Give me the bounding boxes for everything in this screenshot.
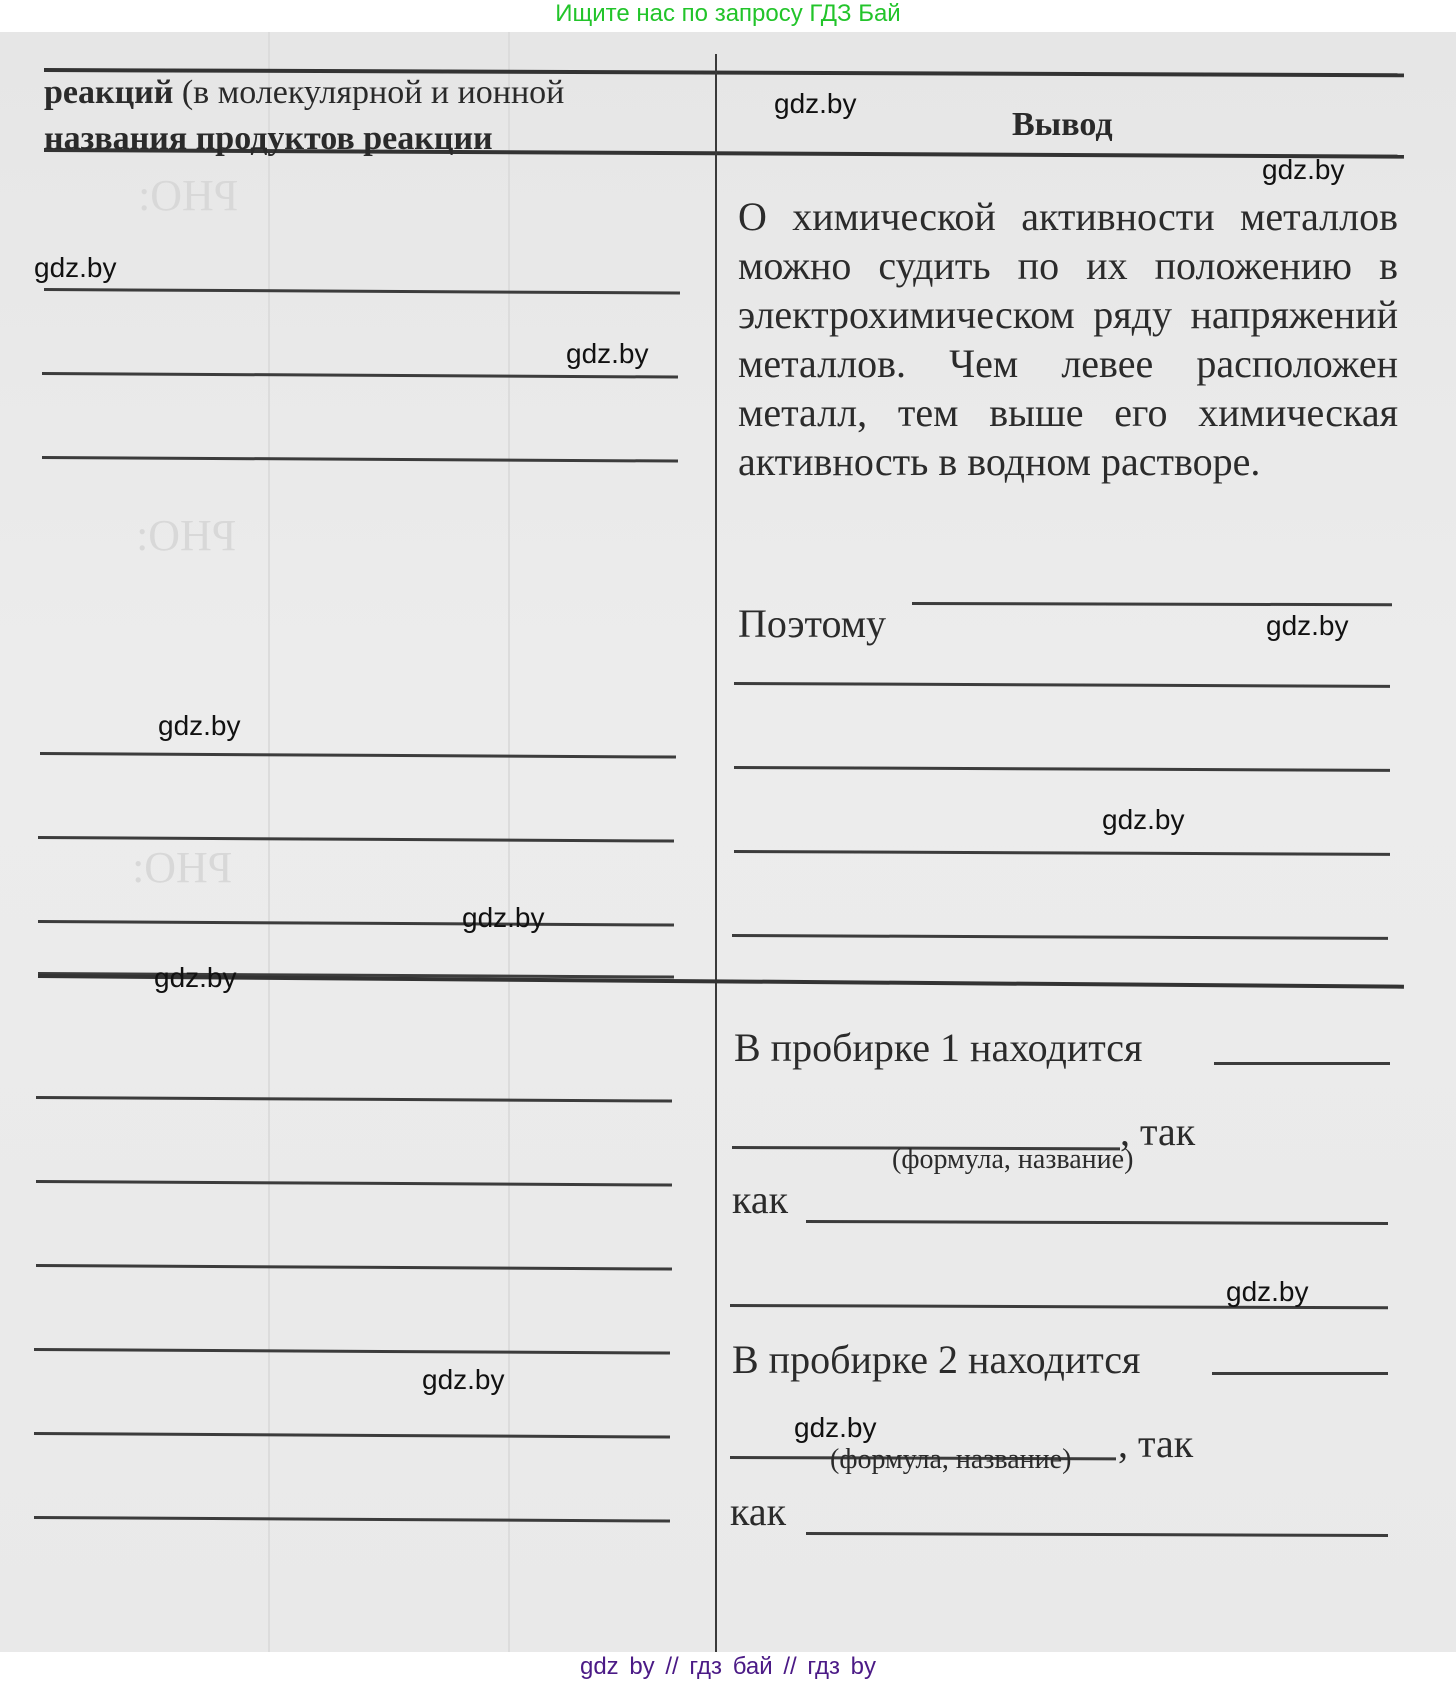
watermark: gdz.by [462, 902, 545, 933]
therefore-answer-line[interactable] [912, 602, 1392, 606]
ghost-text: PHO: [136, 511, 237, 560]
answer-line[interactable] [36, 1180, 672, 1187]
tube1-caption: (формула, название) [892, 1144, 1134, 1175]
watermark: gdz.by [774, 88, 857, 119]
watermark: gdz.by [154, 962, 237, 993]
watermark: gdz.by [566, 338, 649, 369]
answer-line[interactable] [734, 682, 1390, 688]
header-bold-word: реакций [44, 74, 174, 111]
tube2-because: как [730, 1489, 787, 1534]
workbook-page [0, 32, 1456, 1652]
answer-line[interactable] [42, 456, 678, 463]
answer-line[interactable] [734, 850, 1390, 856]
answer-line[interactable] [40, 752, 676, 759]
answer-line[interactable] [36, 1264, 672, 1271]
ghost-text: PHO: [138, 171, 239, 220]
bottom-banner: gdz by // гдз бай // гдз by [0, 1652, 1456, 1684]
therefore-label: Поэтому [738, 601, 887, 646]
header-line-2: названия продуктов реакции [44, 120, 493, 157]
answer-line[interactable] [44, 288, 680, 295]
left-column-header [44, 70, 564, 162]
watermark: gdz.by [1262, 154, 1345, 185]
tube1-substance-line[interactable] [1214, 1062, 1390, 1065]
answer-line[interactable] [734, 766, 1390, 772]
watermark: gdz.by [794, 1412, 877, 1443]
ghost-column-line [508, 32, 510, 1652]
watermark: gdz.by [422, 1364, 505, 1395]
tube1-prefix: В пробирке 1 находится [734, 1025, 1143, 1070]
answer-line[interactable] [36, 1096, 672, 1103]
tube1-because: как [732, 1177, 789, 1222]
answer-line[interactable] [42, 372, 678, 379]
watermark: gdz.by [34, 252, 117, 283]
answer-line[interactable] [34, 1348, 670, 1355]
column-divider [715, 54, 717, 1654]
answer-line[interactable] [34, 1432, 670, 1439]
ghost-column-line [268, 32, 270, 1652]
right-column-header: Вывод [1012, 106, 1113, 143]
watermark: gdz.by [1266, 610, 1349, 641]
answer-line[interactable] [732, 934, 1388, 940]
tube2-prefix: В пробирке 2 находится [732, 1337, 1141, 1382]
watermark: gdz.by [1226, 1276, 1309, 1307]
watermark: gdz.by [158, 710, 241, 741]
header-text: (в молекулярной и ионной [173, 74, 565, 111]
tube2-caption: (формула, название) [830, 1444, 1072, 1475]
tube1-reason-line[interactable] [806, 1220, 1388, 1225]
tube2-suffix: , так [1118, 1421, 1194, 1466]
section-divider [38, 974, 1404, 989]
ghost-text: PHO: [132, 843, 233, 892]
answer-line[interactable] [34, 1516, 670, 1523]
answer-line[interactable] [38, 920, 674, 927]
tube2-substance-line[interactable] [1212, 1372, 1388, 1375]
tube2-reason-line[interactable] [806, 1532, 1388, 1537]
tube1-suffix: , так [1120, 1109, 1196, 1154]
top-banner: Ищите нас по запросу ГДЗ Бай [0, 0, 1456, 32]
watermark: gdz.by [1102, 804, 1185, 835]
conclusion-paragraph: О химической активности металлов можно судить по их положению в электрохимическом ряду напряжений металлов. Чем левее расположен металл, тем выше его химическая активность в водном растворе. [738, 194, 1398, 484]
